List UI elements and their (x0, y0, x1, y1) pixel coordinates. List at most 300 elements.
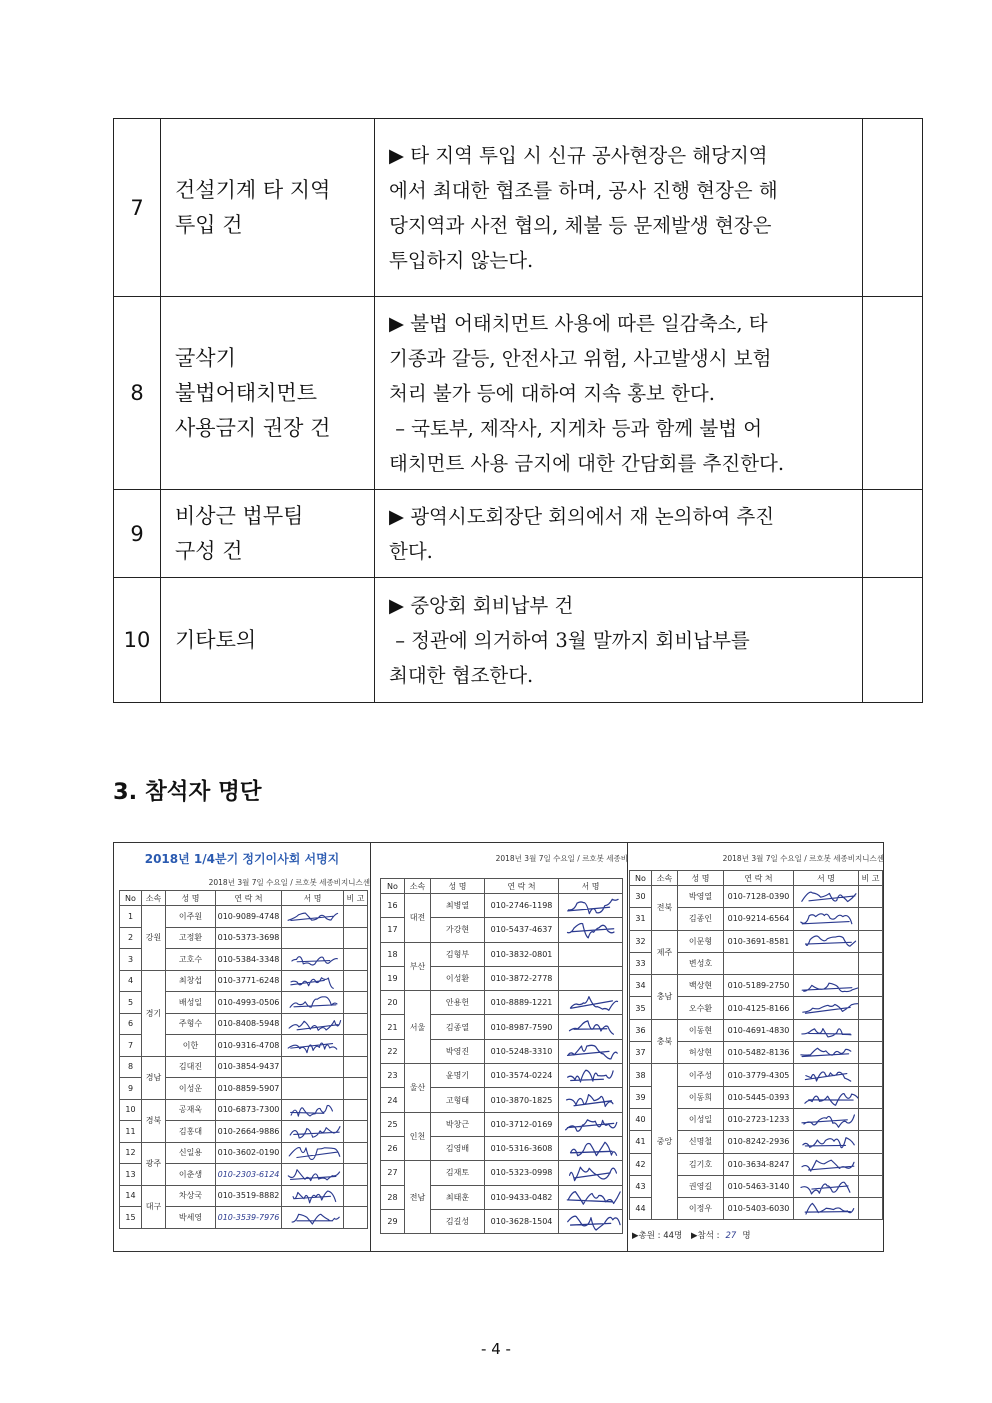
sign-row (120, 906, 368, 928)
sign-name: 김종인 (678, 908, 724, 930)
sign-no: 15 (120, 1207, 142, 1229)
sign-note (859, 975, 883, 997)
sign-name: 이주성 (678, 1064, 724, 1086)
agenda-note (863, 578, 923, 703)
sign-col-header: No (120, 891, 142, 906)
agenda-content-line: – 정관에 의거하여 3월 말까지 회비납부를 (389, 628, 750, 652)
sign-phone: 010-4691-4830 (724, 1019, 794, 1041)
sign-col-header: No (381, 879, 405, 894)
sign-note (344, 1121, 368, 1143)
sign-col-header: 연 락 처 (485, 879, 559, 894)
sign-col-header: 성 명 (678, 871, 724, 886)
signature-stroke (805, 1093, 859, 1105)
signature-stroke (570, 997, 617, 1011)
sign-no: 11 (120, 1121, 142, 1143)
signature-stroke (801, 1182, 850, 1194)
sign-sheet-1 (114, 843, 370, 1251)
signature-scribble (796, 998, 856, 1017)
sign-row (120, 970, 368, 992)
signature-scribble (284, 972, 341, 991)
sign-no: 25 (381, 1112, 405, 1136)
agenda-content-line: ▶ 불법 어태치먼트 사용에 따른 일감축소, 타 (389, 311, 768, 335)
sign-phone: 010-5437-4637 (485, 918, 559, 942)
agenda-topic (161, 490, 375, 578)
sign-table-body (381, 894, 623, 1234)
sign-no: 36 (630, 1019, 652, 1041)
signature-stroke (568, 1216, 620, 1230)
sign-name: 이성운 (166, 1078, 216, 1100)
sign-no: 32 (630, 930, 652, 952)
sign-table-3 (629, 870, 883, 1220)
signature-stroke (569, 1021, 613, 1034)
sign-region: 강원 (142, 906, 166, 971)
sign-region: 전남 (405, 1161, 431, 1234)
sign-name: 김형부 (431, 942, 485, 966)
sign-note (344, 949, 368, 971)
sign-region: 대구 (142, 1185, 166, 1228)
sign-col-header: 소속 (652, 871, 678, 886)
sign-region: 광주 (142, 1142, 166, 1185)
signature-stroke (803, 1138, 854, 1148)
signature-scribble (796, 909, 856, 928)
signature-cell (559, 1015, 623, 1039)
signature-cell (282, 1035, 344, 1057)
sign-no: 22 (381, 1039, 405, 1063)
sign-sheet-2 (370, 843, 628, 1251)
sign-note (859, 997, 883, 1019)
signature-cell (794, 1086, 859, 1108)
sign-phone: 010-2303-6124 (216, 1164, 282, 1186)
sign-phone: 010-5373-3698 (216, 927, 282, 949)
sign-name: 배성일 (166, 992, 216, 1014)
signature-scribble (796, 1043, 856, 1062)
agenda-content-line: 에서 최대한 협조를 하며, 공사 진행 현장은 해 (389, 178, 778, 202)
sign-name: 이주원 (166, 906, 216, 928)
sign-sheet-subtitle: 2018년 3월 7일 수요일 / 르호봇 세종비 (495, 854, 628, 863)
signature-stroke (801, 1048, 851, 1056)
sign-phone: 010-6873-7300 (216, 1099, 282, 1121)
signature-stroke (802, 892, 856, 901)
signature-cell (282, 1078, 344, 1100)
sign-no: 37 (630, 1042, 652, 1064)
sign-name: 이동희 (678, 1086, 724, 1108)
agenda-body (114, 119, 923, 703)
sign-no: 28 (381, 1185, 405, 1209)
sign-row (381, 1112, 623, 1136)
sign-phone (724, 952, 794, 974)
sign-name: 김길성 (431, 1209, 485, 1233)
sign-phone: 010-4993-0506 (216, 992, 282, 1014)
signature-scribble (561, 1162, 620, 1183)
signature-scribble (796, 976, 856, 995)
signature-cell (282, 906, 344, 928)
sign-no: 40 (630, 1108, 652, 1130)
agenda-content (375, 119, 863, 297)
sign-table-1 (119, 890, 368, 1229)
signature-stroke (568, 899, 618, 913)
signature-stroke (290, 1127, 340, 1138)
sign-note (344, 1142, 368, 1164)
sign-table-header (381, 879, 623, 894)
sign-row (630, 930, 883, 952)
agenda-number: 7 (114, 119, 161, 297)
sign-note (859, 1175, 883, 1197)
signature-scribble (284, 1144, 341, 1163)
sign-phone: 010-9316-4708 (216, 1035, 282, 1057)
signature-scribble (561, 919, 620, 940)
agenda-content-line: – 국토부, 제작사, 지게차 등과 함께 불법 어 (389, 416, 763, 440)
sign-name: 이성환 (431, 966, 485, 990)
sign-phone: 010-2723-1233 (724, 1108, 794, 1130)
sign-no: 16 (381, 894, 405, 918)
sign-no: 2 (120, 927, 142, 949)
agenda-content-line: 최대한 협조한다. (389, 663, 534, 687)
sign-no: 19 (381, 966, 405, 990)
agenda-number: 10 (114, 578, 161, 703)
signature-stroke (567, 924, 614, 938)
sign-name: 최창섭 (166, 970, 216, 992)
sign-no: 33 (630, 952, 652, 974)
signature-scribble (561, 1016, 620, 1037)
signature-cell (559, 1209, 623, 1233)
sign-no: 7 (120, 1035, 142, 1057)
signature-stroke (568, 1070, 614, 1082)
signature-cell (282, 1056, 344, 1078)
signature-scribble (796, 1065, 856, 1084)
sign-note (859, 1131, 883, 1153)
signature-scribble (796, 1110, 856, 1129)
sign-no: 13 (120, 1164, 142, 1186)
agenda-content-line: 태치먼트 사용 금지에 대한 간담회를 추진한다. (389, 451, 785, 475)
signature-stroke (802, 983, 858, 992)
sign-name: 박영열 (678, 886, 724, 908)
sign-note (859, 1153, 883, 1175)
signature-stroke (292, 957, 337, 965)
sign-region: 충북 (652, 1019, 678, 1064)
signature-scribble (796, 1199, 856, 1218)
sign-name: 안용헌 (431, 991, 485, 1015)
agenda-content-line: 한다. (389, 539, 433, 563)
sign-row (630, 975, 883, 997)
sign-phone: 010-3634-8247 (724, 1153, 794, 1175)
sign-note (859, 952, 883, 974)
sign-region: 울산 (405, 1064, 431, 1113)
sign-no: 24 (381, 1088, 405, 1112)
sign-no: 43 (630, 1175, 652, 1197)
signature-cell (559, 991, 623, 1015)
attend-count: 27 (725, 1231, 737, 1241)
agenda-number: 9 (114, 490, 161, 578)
sign-phone: 010-3539-7976 (216, 1207, 282, 1229)
sign-region: 경기 (142, 970, 166, 1056)
signature-scribble (561, 1211, 620, 1232)
attend-unit: 명 (742, 1231, 751, 1241)
signature-stroke (292, 1214, 339, 1224)
sign-name: 공재욱 (166, 1099, 216, 1121)
signature-cell (794, 1131, 859, 1153)
sign-name: 변성호 (678, 952, 724, 974)
signature-stroke (288, 1043, 337, 1053)
signature-cell (794, 1198, 859, 1220)
signature-stroke (291, 1105, 333, 1116)
signature-scribble (561, 1187, 620, 1208)
signature-stroke (293, 1191, 336, 1203)
sign-phone: 010-2664-9886 (216, 1121, 282, 1143)
signature-scribble (561, 1089, 620, 1110)
sign-note (859, 1108, 883, 1130)
sign-no: 6 (120, 1013, 142, 1035)
agenda-content-line: 처리 불가 등에 대하여 지속 홍보 한다. (389, 381, 715, 405)
signature-stroke (290, 997, 337, 1008)
sign-name: 김재토 (431, 1161, 485, 1185)
agenda-content-line: ▶ 타 지역 투입 시 신규 공사현장은 해당지역 (389, 143, 768, 167)
sign-no: 5 (120, 992, 142, 1014)
signature-scribble (796, 1021, 856, 1040)
sign-sheet-subtitle: 2018년 3월 7일 수요일 / 르호봇 세종비지니스센 (208, 878, 370, 887)
sign-table-header (120, 891, 368, 906)
sign-col-header: 비 고 (344, 891, 368, 906)
sign-table-2 (380, 878, 623, 1234)
signature-stroke (288, 1170, 339, 1181)
sign-region: 중앙 (652, 1064, 678, 1220)
signature-cell (794, 952, 859, 974)
sign-no: 4 (120, 970, 142, 992)
signature-cell (282, 970, 344, 992)
agenda-topic-line: 건설기계 타 지역 (175, 177, 331, 202)
signature-scribble (561, 1138, 620, 1159)
agenda-note (863, 490, 923, 578)
sign-name: 박세영 (166, 1207, 216, 1229)
sign-name: 권영길 (678, 1175, 724, 1197)
sign-no: 3 (120, 949, 142, 971)
sign-no: 14 (120, 1185, 142, 1207)
signature-cell (559, 918, 623, 942)
signature-cell (282, 1164, 344, 1186)
sign-phone: 010-8987-7590 (485, 1015, 559, 1039)
signature-stroke (567, 1045, 617, 1059)
signature-cell (559, 894, 623, 918)
agenda-content-line: 투입하지 않는다. (389, 248, 534, 272)
signature-stroke (805, 1203, 854, 1214)
sign-no: 26 (381, 1136, 405, 1160)
signature-scribble (796, 932, 856, 951)
sign-row (381, 1161, 623, 1185)
sign-phone: 010-5403-6030 (724, 1198, 794, 1220)
sign-sheet-subtitle: 2018년 3월 7일 수요일 / 르호봇 세종비지니스센 (722, 854, 884, 863)
signature-scribble (561, 1041, 620, 1062)
sign-no: 10 (120, 1099, 142, 1121)
signature-cell (282, 1142, 344, 1164)
page-number: - 4 - (481, 1340, 511, 1358)
agenda-topic-line: 사용금지 권장 건 (175, 415, 331, 440)
sign-phone: 010-5445-0393 (724, 1086, 794, 1108)
sign-note (859, 1042, 883, 1064)
agenda-content (375, 578, 863, 703)
sign-note (344, 1056, 368, 1078)
sign-note (859, 1198, 883, 1220)
sign-name: 김홍대 (166, 1121, 216, 1143)
sign-no: 21 (381, 1015, 405, 1039)
signature-scribble (561, 992, 620, 1013)
attendance-summary (632, 1229, 757, 1241)
agenda-number: 8 (114, 297, 161, 490)
signature-cell (794, 1175, 859, 1197)
sign-name: 오수환 (678, 997, 724, 1019)
signature-stroke (288, 913, 337, 920)
signature-cell (559, 1064, 623, 1088)
sign-row (120, 1099, 368, 1121)
signature-cell (794, 908, 859, 930)
sign-note (859, 886, 883, 908)
sign-region: 경남 (142, 1056, 166, 1099)
signature-scribble (561, 1114, 620, 1135)
signature-stroke (801, 914, 852, 924)
signature-cell (794, 886, 859, 908)
sign-col-header: 성 명 (166, 891, 216, 906)
signature-scribble (796, 887, 856, 906)
sign-note (859, 930, 883, 952)
sign-note (344, 1035, 368, 1057)
sign-phone: 010-9214-6564 (724, 908, 794, 930)
signature-cell (794, 975, 859, 997)
sign-note (344, 1099, 368, 1121)
sign-name: 신일용 (166, 1142, 216, 1164)
signature-cell (559, 1161, 623, 1185)
sign-region: 경북 (142, 1099, 166, 1142)
agenda-topic (161, 119, 375, 297)
signature-cell (282, 927, 344, 949)
sign-phone: 010-8859-5907 (216, 1078, 282, 1100)
sign-name: 가강현 (431, 918, 485, 942)
sign-note (344, 970, 368, 992)
sign-phone: 010-3854-9437 (216, 1056, 282, 1078)
sign-sheet-title: 2018년 1/4분기 정기이사회 서명지 (144, 852, 340, 866)
section-title: 3. 참석자 명단 (113, 779, 262, 805)
agenda-table (113, 118, 923, 703)
signature-cell (559, 1088, 623, 1112)
sign-no: 35 (630, 997, 652, 1019)
sign-row (630, 886, 883, 908)
sign-phone: 010-5323-0998 (485, 1161, 559, 1185)
signature-scribble (284, 1101, 341, 1120)
agenda-content (375, 297, 863, 490)
signature-cell (559, 1185, 623, 1209)
signature-stroke (289, 1147, 340, 1159)
sign-phone: 010-4125-8166 (724, 997, 794, 1019)
sign-row (630, 1064, 883, 1086)
signature-scribble (284, 1187, 341, 1206)
agenda-topic (161, 297, 375, 490)
signature-cell (794, 1108, 859, 1130)
agenda-content-line: ▶ 중앙회 회비납부 건 (389, 593, 574, 617)
sign-name: 이성일 (678, 1108, 724, 1130)
sign-phone: 010-3628-1504 (485, 1209, 559, 1233)
signature-stroke (803, 1004, 859, 1014)
agenda-row (114, 119, 923, 297)
signature-stroke (570, 1167, 617, 1180)
sign-region: 인천 (405, 1112, 431, 1161)
signature-scribble (561, 1065, 620, 1086)
sign-name: 김종열 (431, 1015, 485, 1039)
agenda-topic-line: 불법어태치먼트 (175, 380, 318, 405)
sign-row (120, 1056, 368, 1078)
signature-scribble (796, 1177, 856, 1196)
signature-scribble (284, 1165, 341, 1184)
sign-no: 9 (120, 1078, 142, 1100)
sign-phone: 010-5463-3140 (724, 1175, 794, 1197)
sign-name: 박창근 (431, 1112, 485, 1136)
sign-note (344, 1207, 368, 1229)
sign-col-header: 서 명 (794, 871, 859, 886)
agenda-row (114, 297, 923, 490)
signature-stroke (291, 977, 333, 988)
signature-cell (559, 942, 623, 966)
signature-cell (282, 992, 344, 1014)
sign-col-header: 소속 (405, 879, 431, 894)
agenda-note (863, 297, 923, 490)
sign-col-header: 연 락 처 (216, 891, 282, 906)
sign-name: 최병열 (431, 894, 485, 918)
sign-phone: 010-3574-0224 (485, 1064, 559, 1088)
sign-phone: 010-8408-5948 (216, 1013, 282, 1035)
signature-cell (282, 1121, 344, 1143)
sign-phone: 010-5248-3310 (485, 1039, 559, 1063)
sign-table-body (120, 906, 368, 1229)
agenda-content-line: ▶ 광역시도회장단 회의에서 재 논의하여 추진 (389, 504, 775, 528)
sign-name: 주형수 (166, 1013, 216, 1035)
sign-region: 부산 (405, 942, 431, 991)
sign-no: 42 (630, 1153, 652, 1175)
signature-scribble (284, 1208, 341, 1227)
signature-cell (559, 1136, 623, 1160)
signature-cell (559, 966, 623, 990)
sign-no: 1 (120, 906, 142, 928)
agenda-content-line: 당지역과 사전 협의, 체불 등 문제발생 현장은 (389, 213, 772, 237)
sign-no: 17 (381, 918, 405, 942)
sign-note (344, 927, 368, 949)
sign-no: 23 (381, 1064, 405, 1088)
signature-scribble (796, 1088, 856, 1107)
sign-phone: 010-8889-1221 (485, 991, 559, 1015)
signature-stroke (802, 1028, 851, 1036)
signature-cell (282, 1099, 344, 1121)
sign-name: 박영진 (431, 1039, 485, 1063)
attendee-sign-sheets (113, 842, 884, 1252)
agenda-topic-line: 구성 건 (175, 538, 243, 563)
sign-region: 충남 (652, 975, 678, 1020)
signature-cell (794, 1042, 859, 1064)
sign-no: 38 (630, 1064, 652, 1086)
agenda-topic (161, 578, 375, 703)
signature-cell (559, 1112, 623, 1136)
agenda-row (114, 490, 923, 578)
sign-table-body (630, 886, 883, 1220)
sign-no: 30 (630, 886, 652, 908)
signature-scribble (284, 993, 341, 1012)
sign-phone: 010-9433-0482 (485, 1185, 559, 1209)
sign-name: 이춘생 (166, 1164, 216, 1186)
signature-scribble (561, 895, 620, 916)
signature-scribble (284, 1015, 341, 1034)
sign-name: 이문형 (678, 930, 724, 952)
sign-row (630, 1019, 883, 1041)
sign-phone: 010-3771-6248 (216, 970, 282, 992)
sign-table-header (630, 871, 883, 886)
sign-no: 34 (630, 975, 652, 997)
sign-phone: 010-3832-0801 (485, 942, 559, 966)
sign-region: 대전 (405, 894, 431, 943)
sign-no: 29 (381, 1209, 405, 1233)
